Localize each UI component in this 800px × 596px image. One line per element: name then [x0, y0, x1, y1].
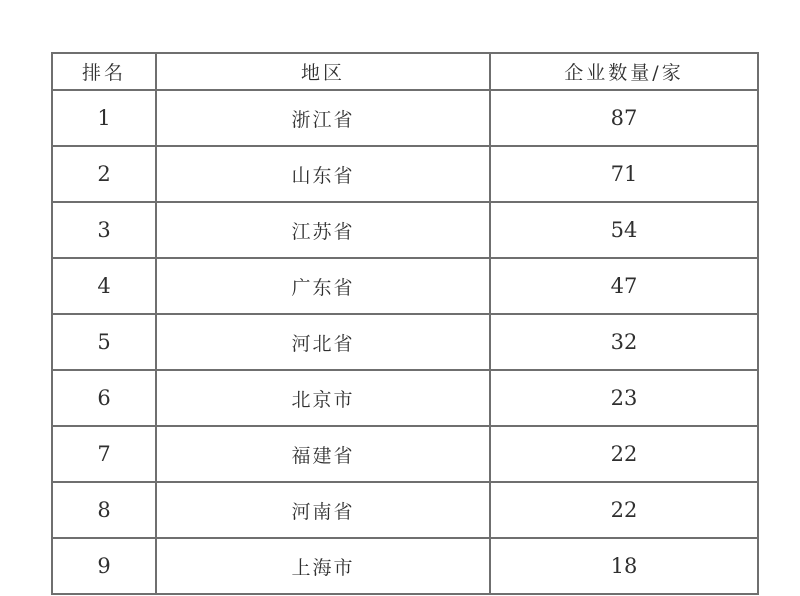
column-header-region: 地区 — [156, 53, 490, 90]
rank-cell: 7 — [52, 426, 156, 482]
table-row — [52, 202, 758, 258]
rank-cell: 6 — [52, 370, 156, 426]
count-cell: 23 — [490, 370, 758, 426]
rank-cell: 8 — [52, 482, 156, 538]
region-cell: 福建省 — [156, 426, 490, 482]
region-cell: 山东省 — [156, 146, 490, 202]
count-cell: 87 — [490, 90, 758, 146]
rank-cell: 1 — [52, 90, 156, 146]
count-cell: 22 — [490, 482, 758, 538]
region-cell: 上海市 — [156, 538, 490, 594]
count-cell: 47 — [490, 258, 758, 314]
table-row — [52, 90, 758, 146]
rank-cell: 5 — [52, 314, 156, 370]
region-cell: 河南省 — [156, 482, 490, 538]
region-cell: 江苏省 — [156, 202, 490, 258]
table-row — [52, 370, 758, 426]
rank-cell: 2 — [52, 146, 156, 202]
count-cell: 71 — [490, 146, 758, 202]
count-cell: 32 — [490, 314, 758, 370]
region-cell: 浙江省 — [156, 90, 490, 146]
count-cell: 22 — [490, 426, 758, 482]
table-row — [52, 314, 758, 370]
table-row — [52, 482, 758, 538]
table-header — [52, 53, 758, 90]
header-row — [52, 53, 758, 90]
table-body — [52, 90, 758, 594]
column-header-count: 企业数量/家 — [490, 53, 758, 90]
rank-cell: 9 — [52, 538, 156, 594]
rank-cell: 4 — [52, 258, 156, 314]
region-cell: 北京市 — [156, 370, 490, 426]
column-header-rank: 排名 — [52, 53, 156, 90]
region-cell: 广东省 — [156, 258, 490, 314]
table-row — [52, 538, 758, 594]
count-cell: 54 — [490, 202, 758, 258]
table-row — [52, 146, 758, 202]
count-cell: 18 — [490, 538, 758, 594]
region-cell: 河北省 — [156, 314, 490, 370]
region-enterprise-ranking-table — [51, 52, 759, 595]
table-row — [52, 258, 758, 314]
table-row — [52, 426, 758, 482]
rank-cell: 3 — [52, 202, 156, 258]
